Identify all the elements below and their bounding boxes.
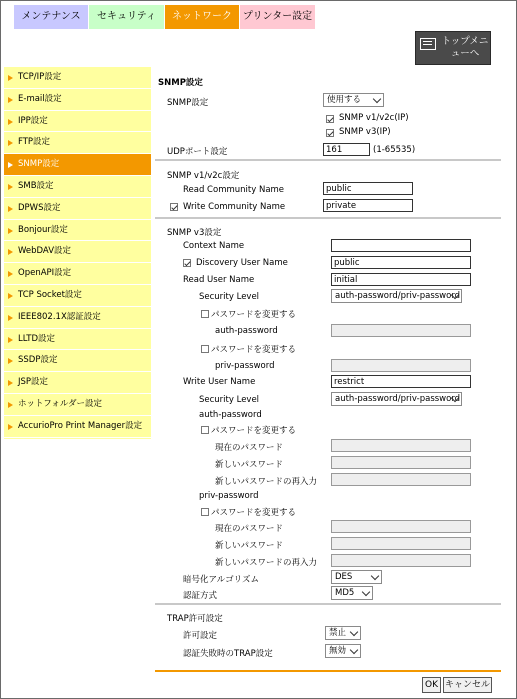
read-user-label: Read User Name — [183, 275, 255, 285]
write-user-label: Write User Name — [183, 377, 256, 387]
arrow-right-icon — [8, 249, 13, 255]
sidebar-item-ieee8021x[interactable] — [4, 307, 151, 329]
sidebar-item-tcpip[interactable] — [4, 67, 151, 89]
write-user-input[interactable] — [331, 375, 471, 388]
snmp-v3-label: SNMP v3(IP) — [339, 127, 391, 137]
trap-section-title: TRAP許可設定 — [167, 614, 223, 624]
discovery-user-label: Discovery User Name — [196, 258, 288, 268]
footer-divider — [155, 670, 501, 672]
arrow-right-icon — [8, 424, 13, 430]
section-divider — [155, 603, 501, 605]
udp-port-label: UDPポート設定 — [167, 147, 228, 157]
arrow-right-icon — [8, 380, 13, 386]
write-security-level-label: Security Level — [199, 395, 260, 405]
sidebar-item-label: E-mail設定 — [18, 93, 62, 104]
read-community-input[interactable] — [323, 182, 413, 195]
read-auth-change-password-checkbox[interactable] — [201, 310, 209, 318]
sidebar-item-label: IPP設定 — [18, 115, 48, 126]
sidebar-item-label: DPWS設定 — [18, 202, 61, 213]
write-auth-password-heading: auth-password — [199, 410, 262, 420]
chevron-down-icon — [371, 572, 379, 580]
tab-network[interactable]: ネットワーク — [165, 5, 239, 29]
trap-auth-fail-label: 認証失敗時のTRAP設定 — [183, 649, 273, 659]
cancel-button[interactable]: キャンセル — [443, 677, 492, 693]
tab-printer-settings[interactable]: プリンター設定 — [240, 5, 315, 29]
trap-auth-fail-select[interactable]: 無効 — [325, 644, 361, 658]
read-auth-change-password-label: パスワードを変更する — [211, 310, 297, 320]
arrow-right-icon — [8, 337, 13, 343]
section-divider — [155, 159, 501, 161]
read-priv-password-input[interactable] — [331, 359, 471, 372]
sidebar-item-label: IEEE802.1X認証設定 — [18, 311, 101, 322]
sidebar-item-webdav[interactable] — [4, 241, 151, 263]
arrow-right-icon — [8, 97, 13, 103]
encryption-algorithm-select[interactable]: DES — [331, 570, 382, 584]
write-priv-new-password-confirm-input[interactable] — [331, 554, 471, 567]
sidebar-item-openapi[interactable] — [4, 263, 151, 285]
read-auth-password-input[interactable] — [331, 324, 471, 337]
sidebar-item-ftp[interactable] — [4, 132, 151, 154]
sidebar-item-label: SNMP設定 — [18, 159, 60, 170]
snmp-v1v2c-checkbox[interactable] — [326, 115, 334, 123]
sidebar-item-ipp[interactable] — [4, 111, 151, 133]
sidebar-item-label: OpenAPI設定 — [18, 268, 72, 279]
write-priv-current-password-label: 現在のパスワード — [215, 524, 284, 534]
sidebar-item-tcp-socket[interactable] — [4, 285, 151, 307]
arrow-right-icon — [8, 162, 13, 168]
sidebar-item-accuriopro[interactable] — [4, 416, 151, 438]
sidebar-item-label: LLTD設定 — [18, 333, 56, 344]
encryption-algorithm-label: 暗号化アルゴリズム — [183, 575, 259, 585]
snmp-v3-checkbox[interactable] — [326, 129, 334, 137]
arrow-right-icon — [8, 140, 13, 146]
udp-port-range: (1-65535) — [373, 145, 416, 155]
sidebar-item-hot-folder[interactable] — [4, 394, 151, 416]
write-priv-current-password-input[interactable] — [331, 520, 471, 533]
top-menu-icon — [420, 38, 436, 50]
udp-port-input[interactable] — [323, 143, 370, 156]
auth-method-label: 認証方式 — [183, 591, 218, 601]
context-name-label: Context Name — [183, 241, 245, 251]
arrow-right-icon — [8, 271, 13, 277]
context-name-input[interactable] — [331, 239, 471, 252]
write-priv-password-heading: priv-password — [199, 491, 259, 501]
v3-section-title: SNMP v3設定 — [167, 228, 222, 238]
snmp-v1v2c-label: SNMP v1/v2c(IP) — [339, 113, 409, 123]
sidebar-item-label: SSDP設定 — [18, 355, 58, 366]
write-community-input[interactable] — [323, 199, 413, 212]
tab-maintenance[interactable]: メンテナンス — [14, 5, 88, 29]
write-auth-current-password-label: 現在のパスワード — [215, 443, 284, 453]
arrow-right-icon — [8, 402, 13, 408]
sidebar-item-label: SMB設定 — [18, 180, 54, 191]
sidebar-item-label: AccurioPro Print Manager設定 — [18, 420, 143, 431]
sidebar-item-bonjour[interactable] — [4, 220, 151, 242]
write-priv-new-password-label: 新しいパスワード — [215, 541, 284, 551]
read-priv-change-password-checkbox[interactable] — [201, 345, 209, 353]
write-auth-new-password-label: 新しいパスワード — [215, 460, 284, 470]
sidebar-item-label: TCP Socket設定 — [18, 289, 82, 300]
write-auth-new-password-input[interactable] — [331, 456, 471, 469]
sidebar-item-lltd[interactable] — [4, 329, 151, 351]
read-user-input[interactable] — [331, 273, 471, 286]
arrow-right-icon — [8, 184, 13, 190]
arrow-right-icon — [8, 315, 13, 321]
snmp-setting-select[interactable]: 使用する — [323, 93, 384, 107]
write-priv-change-password-label: パスワードを変更する — [211, 508, 297, 518]
write-auth-new-password-confirm-input[interactable] — [331, 473, 471, 486]
sidebar-item-email[interactable] — [4, 89, 151, 111]
chevron-down-icon — [373, 95, 381, 103]
auth-method-select[interactable]: MD5 — [331, 586, 373, 600]
arrow-right-icon — [8, 293, 13, 299]
sidebar-item-label: ホットフォルダー設定 — [18, 398, 102, 409]
write-auth-change-password-label: パスワードを変更する — [211, 426, 297, 436]
discovery-user-checkbox[interactable] — [183, 259, 191, 267]
write-auth-current-password-input[interactable] — [331, 439, 471, 452]
trap-permit-select[interactable]: 禁止 — [325, 626, 361, 640]
snmp-setting-label: SNMP設定 — [167, 98, 209, 108]
sidebar — [4, 67, 151, 439]
chevron-down-icon — [350, 628, 358, 636]
sidebar-item-label: Bonjour設定 — [18, 224, 68, 235]
sidebar-item-label: JSP設定 — [18, 377, 49, 388]
v1v2c-section-title: SNMP v1/v2c設定 — [167, 171, 240, 181]
write-auth-change-password-checkbox[interactable] — [201, 426, 209, 434]
sidebar-item-snmp[interactable] — [4, 154, 151, 176]
read-community-label: Read Community Name — [183, 185, 285, 195]
ok-button[interactable]: OK — [422, 677, 441, 693]
arrow-right-icon — [8, 119, 13, 125]
top-menu-button[interactable] — [415, 31, 491, 65]
tab-security[interactable]: セキュリティ — [89, 5, 164, 29]
sidebar-item-ssdp[interactable] — [4, 350, 151, 372]
write-auth-new-password-confirm-label: 新しいパスワードの再入力 — [215, 477, 318, 487]
read-priv-password-label: priv-password — [215, 361, 275, 371]
discovery-user-input[interactable] — [331, 256, 471, 269]
write-community-label: Write Community Name — [183, 202, 286, 212]
sidebar-item-label: FTP設定 — [18, 137, 51, 148]
read-security-level-select[interactable]: auth-password/priv-password — [331, 289, 462, 303]
arrow-right-icon — [8, 228, 13, 234]
arrow-right-icon — [8, 206, 13, 212]
write-priv-change-password-checkbox[interactable] — [201, 508, 209, 516]
read-priv-change-password-label: パスワードを変更する — [211, 345, 297, 355]
trap-permit-label: 許可設定 — [183, 631, 218, 641]
write-security-level-select[interactable]: auth-password/priv-password — [331, 392, 462, 406]
arrow-right-icon — [8, 75, 13, 81]
chevron-down-icon — [362, 588, 370, 596]
write-community-checkbox[interactable] — [170, 203, 178, 211]
sidebar-item-label: TCP/IP設定 — [18, 72, 62, 82]
read-auth-password-label: auth-password — [215, 326, 278, 336]
write-priv-new-password-input[interactable] — [331, 537, 471, 550]
sidebar-item-dpws[interactable] — [4, 198, 151, 220]
top-menu-label: トップメニューへ — [441, 36, 489, 59]
sidebar-item-smb[interactable] — [4, 176, 151, 198]
chevron-down-icon — [350, 646, 358, 654]
page-title: SNMP設定 — [158, 78, 203, 88]
read-security-level-label: Security Level — [199, 292, 260, 302]
sidebar-item-label: WebDAV設定 — [18, 246, 72, 257]
arrow-right-icon — [8, 358, 13, 364]
section-divider — [155, 217, 501, 219]
sidebar-item-jsp[interactable] — [4, 372, 151, 394]
write-priv-new-password-confirm-label: 新しいパスワードの再入力 — [215, 558, 318, 568]
